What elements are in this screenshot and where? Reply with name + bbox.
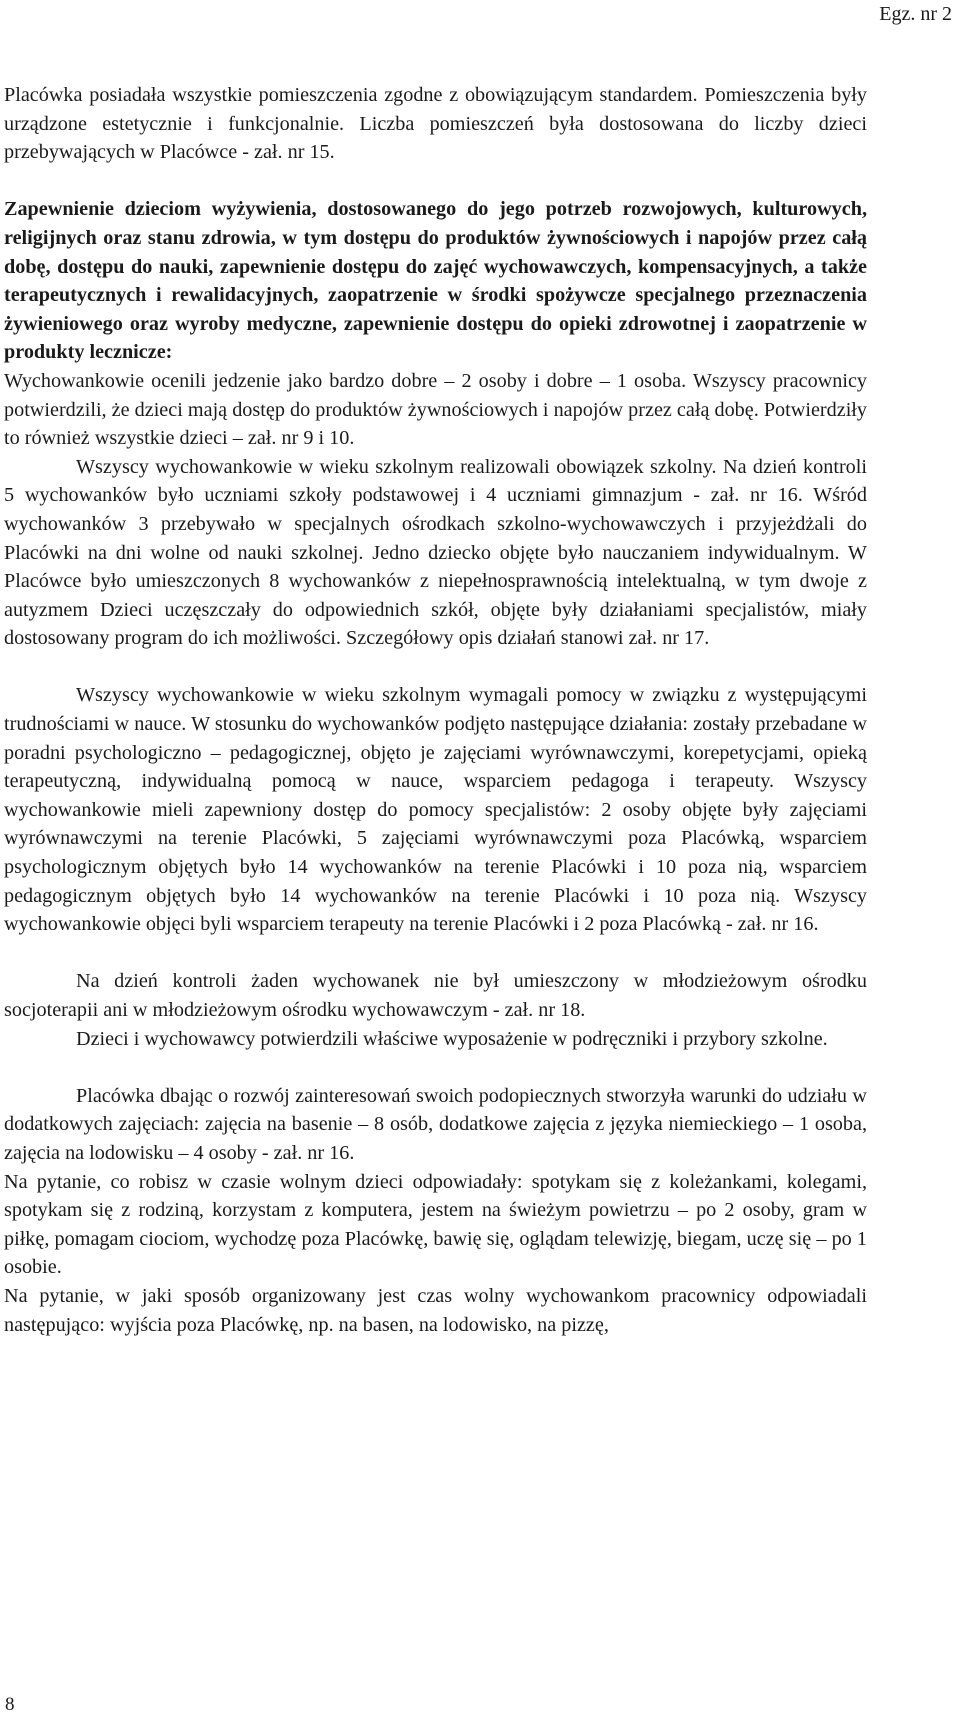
paragraph-learning-support: Wszyscy wychowankowie w wieku szkolnym wymagali pomocy w związku z występującymi trudnościami w nauce. W stosunku do wychowanków podjęto następujące działania: zostały przebadane w poradni psychologiczno – pedagogicznej, objęto je zajęciami wyrównawczymi, korepetycjami, opieką terapeutyczną, indywidualną pomocą w nauce, wsparciem pedagoga i terapeuty. Wszyscy wychowankowie mieli zapewniony dostęp do pomocy specjalistów: 2 osoby objęte były zajęciami wyrównawczymi na terenie Placówki, 5 zajęciami wyrównawczymi poza Placówką, wsparciem psychologicznym objętych było 14 wychowanków na terenie Placówki i 10 poza nią, wsparciem pedagogicznym objętych było 14 wychowanków na terenie Placówki i 10 poza nią. Wszyscy wychowankowie objęci byli wsparciem terapeuty na terenie Placówki i 2 poza Placówką - zał. nr 16. [4,684,867,936]
paragraph-gap [4,167,867,196]
paragraph-gap [4,653,867,682]
paragraph-schooling: Wszyscy wychowankowie w wieku szkolnym realizowali obowiązek szkolny. Na dzień kontroli 5 wychowanków było uczniami szkoły podstawowej i 4 uczniami gimnazjum - zał. nr 16. Wśród wychowanków 3 przebywało w specjalnych ośrodkach szkolno-wychowawczych i przyjeżdżali do Placówki na dni wolne od nauki szkolnej. Jedno dziecko objęte było nauczaniem indywidualnym. W Placówce było umieszczonych 8 wychowanków z niepełnosprawnością intelektualną, w tym dwoje z autyzmem Dzieci uczęszczały do odpowiednich szkół, objęte były działaniami specjalistów, miały dostosowany program do ich możliwości. Szczegółowy opis działań stanowi zał. nr 17. [4,455,867,650]
paragraph-gap [4,1053,867,1082]
document-body [4,81,867,1339]
paragraph-gap [4,939,867,968]
paragraph-premises: Placówka posiadała wszystkie pomieszczenia zgodne z obowiązującym standardem. Pomieszczenia były urządzone estetycznie i funkcjonalnie. Liczba pomieszczeń była dostosowana do liczby dzieci przebywających w Placówce - zał. nr 15. [4,84,867,164]
paragraph-free-time-staff: Na pytanie, w jaki sposób organizowany jest czas wolny wychowankom pracownicy odpowiadali następująco: wyjścia poza Placówkę, np. na basen, na lodowisko, na pizzę, [4,1284,867,1336]
page-number: 8 [5,1694,15,1715]
paragraph-school-supplies: Dzieci i wychowawcy potwierdzili właściwe wyposażenie w podręczniki i przybory szkolne. [76,1027,828,1050]
paragraph-free-time-children: Na pytanie, co robisz w czasie wolnym dzieci odpowiadały: spotykam się z koleżankami, kolegami, spotykam się z rodziną, korzystam z komputera, jestem na świeżym powietrzu – po 2 osoby, gram w piłkę, pomagam ciociom, wychodzę poza Placówkę, bawię się, oglądam telewizję, biegam, uczę się – po 1 osobie. [4,1170,867,1279]
paragraph-extra-activities: Placówka dbając o rozwój zainteresowań swoich podopiecznych stworzyła warunki do udziału w dodatkowych zajęciach: zajęcia na basenie – 8 osób, dodatkowe zajęcia z języka niemieckiego – 1 osoba, zajęcia na lodowisku – 4 osoby - zał. nr 16. [4,1084,867,1164]
paragraph-nutrition-rating: Wychowankowie ocenili jedzenie jako bardzo dobre – 2 osoby i dobre – 1 osoba. Wszyscy pracownicy potwierdzili, że dzieci mają dostęp do produktów żywnościowych i napojów przez całą dobę. Potwierdziły to również wszystkie dzieci – zał. nr 9 i 10. [4,369,867,450]
copy-number-label: Egz. nr 2 [879,3,952,25]
section-heading-nutrition: Zapewnienie dzieciom wyżywienia, dostosowanego do jego potrzeb rozwojowych, kulturowych, religijnych oraz stanu zdrowia, w tym dostępu do produktów żywnościowych i napojów przez całą dobę, dostępu do nauki, zapewnienie dostępu do zajęć wychowawczych, kompensacyjnych, a także terapeutycznych i rewalidacyjnych, zaopatrzenie w środki spożywcze specjalnego przeznaczenia żywieniowego oraz wyroby medyczne, zapewnienie dostępu do opieki zdrowotnej i zaopatrzenie w produkty lecznicze: [4,198,867,364]
paragraph-youth-centres: Na dzień kontroli żaden wychowanek nie był umieszczony w młodzieżowym ośrodku socjoterapii ani w młodzieżowym ośrodku wychowawczym - zał. nr 18. [4,970,867,1021]
